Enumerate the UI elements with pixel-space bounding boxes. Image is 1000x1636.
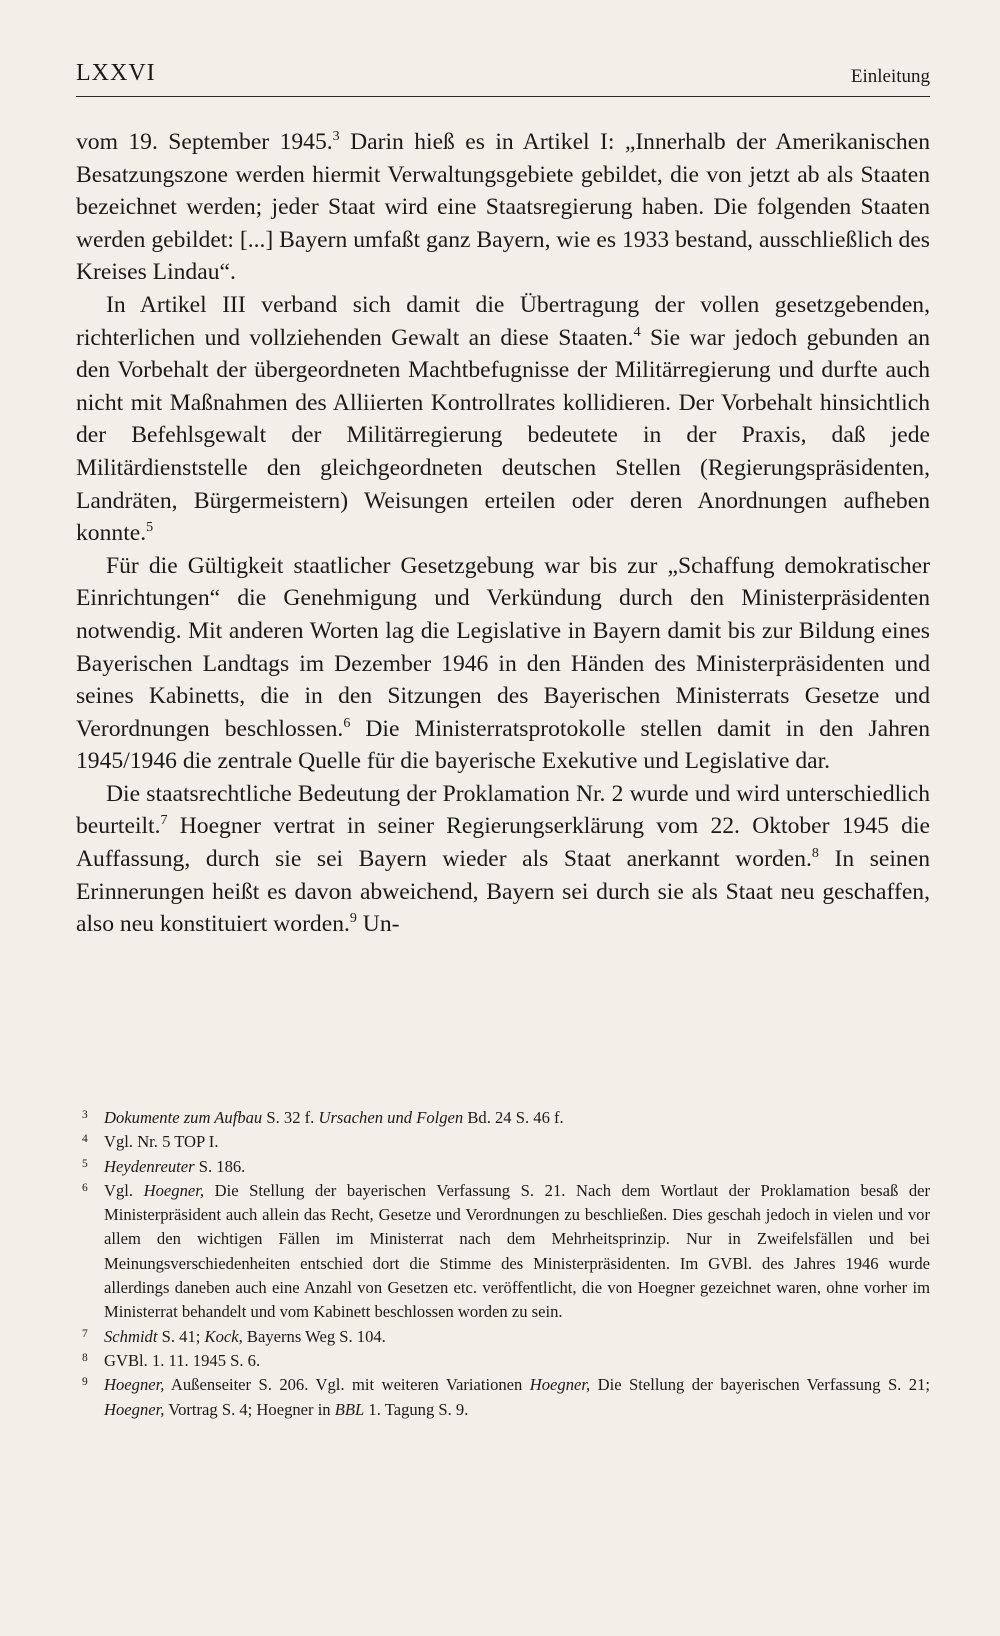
text-run: S. 32 f. xyxy=(262,1108,319,1127)
footnote xyxy=(76,1179,930,1325)
italic-text: Ursachen und Folgen xyxy=(318,1108,464,1127)
footnote-number: 3 xyxy=(82,1109,88,1121)
text-run: Bayerns Weg S. 104. xyxy=(242,1326,386,1346)
footnote-number: 4 xyxy=(82,1133,88,1146)
paragraph xyxy=(76,126,930,289)
italic-text: Hoegner, xyxy=(104,1399,165,1419)
footnote-marker: 4 xyxy=(633,324,641,340)
footnote xyxy=(76,1373,930,1422)
text-run: S. 41; xyxy=(157,1326,205,1346)
text-run: vom 19. September 1945. xyxy=(76,129,333,155)
footnote-marker: 7 xyxy=(160,813,168,829)
text-run: Die Stellung der bayerischen Verfassung S. 21. Nach dem Wortlaut der Proklamation besaß der Ministerpräsident auch allein das Recht, Gesetze und Verordnungen zu beschließen. Dies geschah jedoch in vielen und vor allem den wichtigen Fällen im Ministerrat nach dem Mehrheitsprinzip. Nur in Zweifelsfällen und bei Meinungsverschiedenheiten entschied dort die Stimme des Ministerpräsidenten. Im GVBl. des Jahres 1946 wurde allerdings daneben auch eine Anzahl von Gesetzen etc. veröffentlicht, die von Hoegner gezeichnet waren, ohne vorher im Ministerrat behandelt und vom Kabinett beschlossen worden zu sein. xyxy=(104,1180,931,1322)
footnote xyxy=(76,1155,930,1179)
footnotes xyxy=(76,1106,930,1422)
italic-text: Hoegner, xyxy=(104,1375,165,1395)
paragraph xyxy=(76,778,930,941)
text-run: Bd. 24 S. 46 f. xyxy=(463,1108,564,1127)
text-run: Vortrag S. 4; Hoegner in xyxy=(164,1399,335,1419)
paragraph xyxy=(76,550,930,778)
text-run: Die staatsrechtliche Bedeutung der Proklamation Nr. 2 wurde und wird unterschiedlich beurteilt. xyxy=(76,780,930,840)
footnote-marker: 5 xyxy=(146,520,154,536)
body-text xyxy=(76,126,930,941)
page-number: LXXVI xyxy=(76,60,156,86)
footnote-text xyxy=(104,1351,260,1370)
footnote-marker: 8 xyxy=(811,846,819,862)
footnote-text xyxy=(104,1181,930,1321)
text-run: Sie war jedoch gebunden an den Vorbehalt der übergeordneten Machtbefugnisse der Militärregierung und durfte auch nicht mit Maßnahmen des Alliierten Kontrollrates kollidieren. Der Vorbehalt hinsichtlich der Befehlsgewalt der Militärregierung bedeutete in der Praxis, daß jede Militärdienststelle den gleichgeordneten deutschen Stellen (Regierungspräsidenten, Landräten, Bürgermeistern) Weisungen erteilen oder deren Anordnungen aufheben konnte. xyxy=(76,324,930,547)
italic-text: Heydenreuter xyxy=(104,1156,195,1176)
footnote-text xyxy=(104,1132,218,1151)
text-run: Vgl. xyxy=(104,1180,144,1200)
paragraph xyxy=(76,289,930,550)
footnote-text xyxy=(104,1108,564,1127)
text-run: In seinen Erinnerungen heißt es davon abweichend, Bayern sei durch sie als Staat neu geschaffen, also neu konstituiert worden. xyxy=(76,846,930,938)
italic-text: Schmidt xyxy=(104,1326,158,1346)
footnote-marker: 9 xyxy=(349,911,357,927)
italic-text: Kock, xyxy=(204,1326,243,1346)
footnote-number: 7 xyxy=(82,1327,88,1340)
footnote-number: 8 xyxy=(82,1351,88,1364)
text-run: 1. Tagung S. 9. xyxy=(364,1399,469,1419)
text-run: GVBl. 1. 11. 1945 S. 6. xyxy=(104,1350,261,1370)
text-run: Die Stellung der bayerischen Verfassung S. 21; xyxy=(590,1375,930,1395)
footnote xyxy=(76,1325,930,1349)
footnote-text xyxy=(104,1327,386,1346)
footnote xyxy=(76,1106,930,1130)
text-run: Hoegner vertrat in seiner Regierungserklärung vom 22. Oktober 1945 die Auffassung, durch sie sei Bayern wieder als Staat anerkannt worden. xyxy=(76,813,930,873)
footnote xyxy=(76,1349,930,1373)
text-run: S. 186. xyxy=(194,1156,246,1176)
italic-text: BBL xyxy=(334,1399,365,1419)
page-header xyxy=(76,56,930,97)
italic-text: Hoegner, xyxy=(529,1375,591,1395)
footnote-text xyxy=(104,1375,930,1418)
footnote-text xyxy=(104,1157,245,1176)
italic-text: Dokumente zum Aufbau xyxy=(104,1108,263,1127)
text-run: Außenseiter S. 206. Vgl. mit weiteren Variationen xyxy=(164,1375,530,1395)
italic-text: Hoegner, xyxy=(143,1180,205,1200)
text-run: Die Ministerratsprotokolle stellen damit in den Jahren 1945/1946 die zentrale Quelle für die bayerische Exekutive und Legislative dar. xyxy=(76,715,930,775)
footnote xyxy=(76,1130,930,1154)
text-run: Für die Gültigkeit staatlicher Gesetzgebung war bis zur „Schaffung demokratischer Einrichtungen“ die Genehmigung und Verkündung durch den Ministerpräsidenten notwendig. Mit anderen Worten lag die Legislative in Bayern damit bis zur Bildung eines Bayerischen Landtags im Dezember 1946 in den Händen des Ministerpräsidenten und seines Kabinetts, die in den Sitzungen des Bayerischen Ministerrats Gesetze und Verordnungen beschlossen. xyxy=(76,552,930,742)
running-head: Einleitung xyxy=(850,66,930,87)
text-run: In Artikel III verband sich damit die Übertragung der vollen gesetzgebenden, richterlichen und vollziehenden Gewalt an diese Staaten. xyxy=(76,291,930,351)
text-run: Darin hieß es in Artikel I: „Innerhalb der Amerikanischen Besatzungszone werden hiermit Verwaltungsgebiete gebildet, die von jetzt ab als Staaten bezeichnet werden; jeder Staat wird eine Staatsregierung haben. Die folgenden Staaten werden gebildet: [...] Bayern umfaßt ganz Bayern, wie es 1933 bestand, ausschließlich des Kreises Lindau“. xyxy=(76,129,930,286)
footnote-marker: 3 xyxy=(332,129,340,144)
footnote-number: 6 xyxy=(82,1181,88,1194)
footnote-number: 5 xyxy=(82,1157,88,1170)
text-run: Un- xyxy=(356,911,400,938)
footnote-number: 9 xyxy=(82,1376,88,1389)
text-run: Vgl. Nr. 5 TOP I. xyxy=(104,1132,219,1152)
footnote-marker: 6 xyxy=(343,715,351,731)
